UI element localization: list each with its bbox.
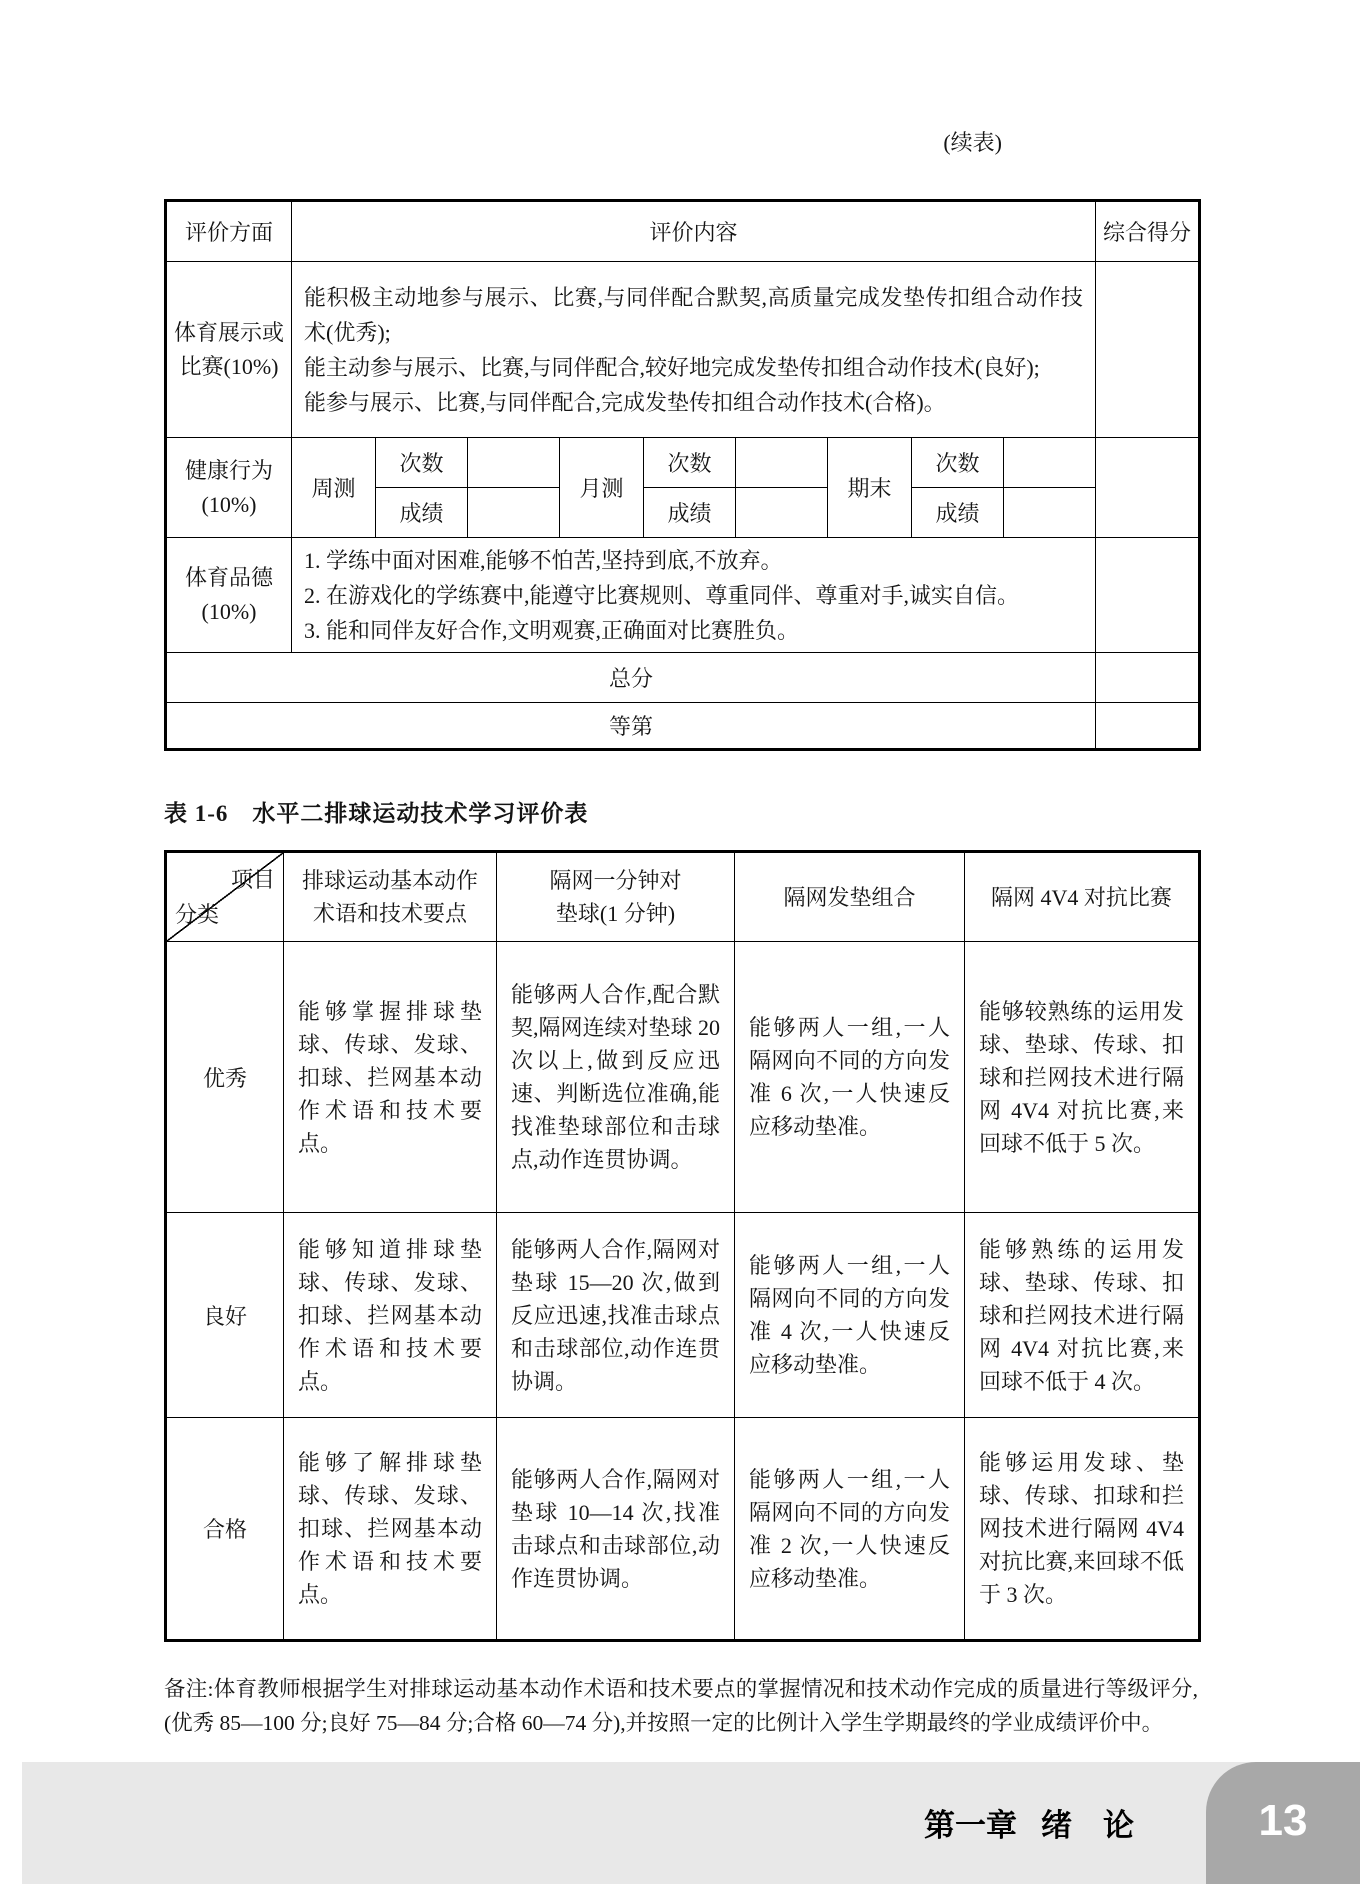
corner-label-item: 项目 <box>230 867 275 892</box>
table2-header-row <box>166 852 1200 942</box>
level-label-cell: 合格 <box>166 1418 284 1641</box>
header-pass-drill-line2: 垫球(1 分钟) <box>555 901 676 926</box>
morality-row-label-cell <box>166 538 292 653</box>
total-score-row <box>166 653 1200 703</box>
final-score-label-cell: 成绩 <box>912 488 1004 538</box>
display-score-value-cell <box>1096 262 1200 438</box>
final-test-label-cell: 期末 <box>828 438 912 538</box>
header-pass-drill-line1: 隔网一分钟对 <box>549 868 682 893</box>
total-label-cell: 总分 <box>166 653 1096 703</box>
monthly-test-label-cell: 月测 <box>560 438 644 538</box>
display-criterion-good: 能主动参与展示、比赛,与同伴配合,较好地完成发垫传扣组合动作技术(良好); <box>304 354 1040 380</box>
health-row-label-cell <box>166 438 292 538</box>
chapter-label: 第一章 <box>924 1808 1017 1843</box>
corner-label-category: 分类 <box>175 902 220 927</box>
display-row-label-line1: 体育展示或 <box>173 319 284 345</box>
header-terms-cell <box>284 852 497 942</box>
health-row-label-line1: 健康行为 <box>184 457 273 483</box>
health-behavior-row <box>166 438 1200 488</box>
volleyball-skill-evaluation-table <box>164 850 1201 1642</box>
display-row-content-cell <box>292 262 1096 438</box>
header-aspect-cell: 评价方面 <box>166 201 292 262</box>
excellent-serve-pass-combo-cell: 能够两人一组,一人隔网向不同的方向发准 6 次,一人快速反应移动垫准。 <box>735 942 965 1213</box>
diagonal-divider <box>167 853 283 941</box>
header-terms-line2: 术语和技术要点 <box>312 901 467 926</box>
header-terms-line1: 排球运动基本动作 <box>301 868 478 893</box>
pass-4v4-match-cell: 能够运用发球、垫球、传球、扣球和拦网技术进行隔网 4V4 对抗比赛,来回球不低于 3 次。 <box>965 1418 1200 1641</box>
pass-terms-cell: 能够了解排球垫球、传球、发球、扣球、拦网基本动作术语和技术要点。 <box>284 1418 497 1641</box>
excellent-pass-drill-cell: 能够两人合作,配合默契,隔网连续对垫球 20 次以上,做到反应迅速、判断选位准确,能找准垫球部位和击球点,动作连贯协调。 <box>497 942 735 1213</box>
header-4v4-match-cell: 隔网 4V4 对抗比赛 <box>965 852 1200 942</box>
page-number: 13 <box>1258 1796 1308 1845</box>
weekly-count-label-cell: 次数 <box>376 438 468 488</box>
final-count-label-cell: 次数 <box>912 438 1004 488</box>
morality-score-value-cell <box>1096 538 1200 653</box>
header-score-cell: 综合得分 <box>1096 201 1200 262</box>
weekly-test-label-cell: 周测 <box>292 438 376 538</box>
header-content-cell: 评价内容 <box>292 201 1096 262</box>
monthly-count-value-cell <box>736 438 828 488</box>
grade-row <box>166 703 1200 750</box>
footer-band <box>22 1762 1360 1884</box>
table1-header-row <box>166 201 1200 262</box>
level-row-good <box>166 1213 1200 1418</box>
grade-label-cell: 等第 <box>166 703 1096 750</box>
level-row-excellent <box>166 942 1200 1213</box>
running-footer <box>924 1800 1134 1845</box>
weekly-score-value-cell <box>468 488 560 538</box>
morality-row-content-cell <box>292 538 1096 653</box>
level-label-cell: 良好 <box>166 1213 284 1418</box>
good-terms-cell: 能够知道排球垫球、传球、发球、扣球、拦网基本动作术语和技术要点。 <box>284 1213 497 1418</box>
weekly-count-value-cell <box>468 438 560 488</box>
good-4v4-match-cell: 能够熟练的运用发球、垫球、传球、扣球和拦网技术进行隔网 4V4 对抗比赛,来回球不低于 4 次。 <box>965 1213 1200 1418</box>
good-pass-drill-cell: 能够两人合作,隔网对垫球 15—20 次,做到反应迅速,找准击球点和击球部位,动作连贯协调。 <box>497 1213 735 1418</box>
weekly-score-label-cell: 成绩 <box>376 488 468 538</box>
display-row-label-line2: 比赛(10%) <box>179 353 279 379</box>
display-criterion-excellent: 能积极主动地参与展示、比赛,与同伴配合默契,高质量完成发垫传扣组合动作技术(优秀); <box>304 284 1084 345</box>
morality-criterion-2: 2. 在游戏化的学练赛中,能遵守比赛规则、尊重同伴、尊重对手,诚实自信。 <box>304 582 1020 608</box>
footnote: 备注:体育教师根据学生对排球运动基本动作术语和技术要点的掌握情况和技术动作完成的质量进行等级评分,(优秀 85—100 分;良好 75—84 分;合格 60—74 分),并按照一定的比例计入学生学期最终的学业成绩评价中。 <box>164 1677 1198 1735</box>
monthly-score-label-cell: 成绩 <box>644 488 736 538</box>
monthly-score-value-cell <box>736 488 828 538</box>
sports-morality-row <box>166 538 1200 653</box>
morality-criterion-1: 1. 学练中面对困难,能够不怕苦,坚持到底,不放弃。 <box>304 547 783 573</box>
good-serve-pass-combo-cell: 能够两人一组,一人隔网向不同的方向发准 4 次,一人快速反应移动垫准。 <box>735 1213 965 1418</box>
continued-table-label: (续表) <box>943 130 1002 155</box>
final-count-value-cell <box>1004 438 1096 488</box>
display-row-label-cell <box>166 262 292 438</box>
corner-header-cell <box>166 852 284 942</box>
evaluation-summary-table <box>164 199 1201 751</box>
level-row-pass <box>166 1418 1200 1641</box>
morality-row-label-line2: (10%) <box>201 599 257 624</box>
header-serve-pass-combo-cell: 隔网发垫组合 <box>735 852 965 942</box>
level-label-cell: 优秀 <box>166 942 284 1213</box>
table2-caption: 表 1-6 水平二排球运动技术学习评价表 <box>164 801 589 826</box>
monthly-count-label-cell: 次数 <box>644 438 736 488</box>
display-criterion-pass: 能参与展示、比赛,与同伴配合,完成发垫传扣组合动作技术(合格)。 <box>304 389 946 415</box>
final-score-value-cell <box>1004 488 1096 538</box>
pass-pass-drill-cell: 能够两人合作,隔网对垫球 10—14 次,找准击球点和击球部位,动作连贯协调。 <box>497 1418 735 1641</box>
sports-display-row <box>166 262 1200 438</box>
header-pass-drill-cell <box>497 852 735 942</box>
health-row-label-line2: (10%) <box>201 491 257 517</box>
morality-row-label-line1: 体育品德 <box>184 565 273 590</box>
grade-value-cell <box>1096 703 1200 750</box>
page-content <box>164 0 1198 1740</box>
pass-serve-pass-combo-cell: 能够两人一组,一人隔网向不同的方向发准 2 次,一人快速反应移动垫准。 <box>735 1418 965 1641</box>
section-title: 绪 论 <box>1041 1808 1134 1843</box>
excellent-terms-cell: 能够掌握排球垫球、传球、发球、扣球、拦网基本动作术语和技术要点。 <box>284 942 497 1213</box>
excellent-4v4-match-cell: 能够较熟练的运用发球、垫球、传球、扣球和拦网技术进行隔网 4V4 对抗比赛,来回球不低于 5 次。 <box>965 942 1200 1213</box>
morality-criterion-3: 3. 能和同伴友好合作,文明观赛,正确面对比赛胜负。 <box>304 617 800 643</box>
total-score-value-cell <box>1096 653 1200 703</box>
health-score-value-cell <box>1096 438 1200 538</box>
